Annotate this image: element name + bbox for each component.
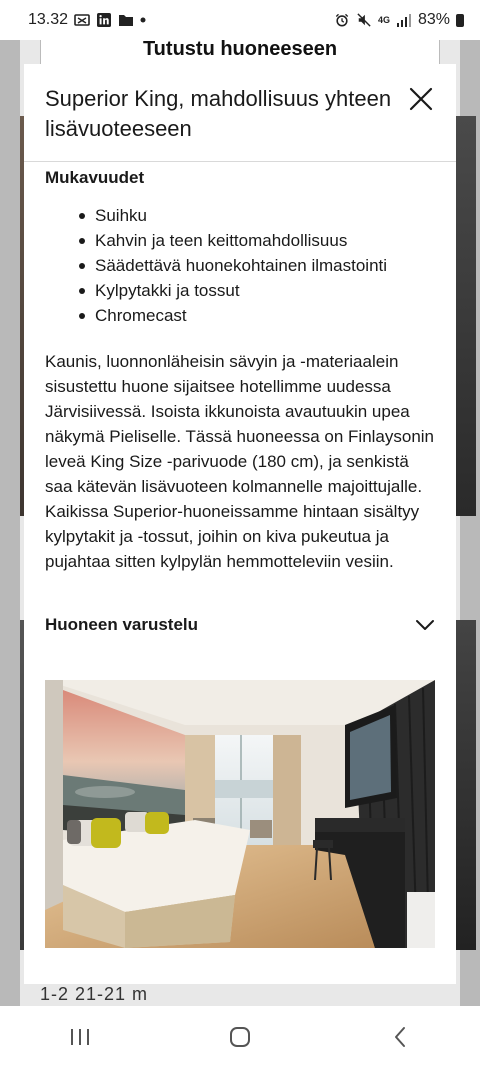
folder-icon	[118, 13, 134, 27]
network-type: 4G	[377, 14, 390, 25]
signal-icon	[396, 13, 412, 27]
mute-icon	[356, 13, 372, 27]
amenity-item: Kylpytakki ja tossut	[79, 278, 435, 303]
back-icon	[393, 1026, 407, 1048]
notification-icon	[74, 13, 90, 27]
room-details-modal	[24, 64, 456, 984]
amenities-list	[45, 203, 435, 328]
recents-button[interactable]	[50, 1017, 110, 1057]
alarm-icon	[334, 13, 350, 27]
room-description: Kaunis, luonnonläheisin sävyin ja -materiaalein sisustettu huone sijaitsee hotellimme uudessa Järvisiivessä. Isoista ikkunoista avautuukin upea näkymä Pieliselle. Tässä huoneessa on Finlaysonin leveä King Size -parivuode (180 cm), ja senkistä saa kätevän lisävuoteen kolmannelle majoittujalle. Kaikissa Superior-huoneissamme hintaan sisältyy kylpytakit ja -tossut, joihin on kiva pukeutua ja pujahtaa sitten kylpylän hemmotteleviin vesiin.	[45, 352, 435, 571]
chevron-down-icon[interactable]	[415, 619, 435, 631]
background-room-info: 1-2 21-21 m	[40, 984, 149, 1004]
modal-title: Superior King, mahdollisuus yhteen lisävuoteeseen	[45, 86, 392, 141]
room-equipment-accordion[interactable]	[45, 612, 435, 638]
amenity-item: Suihku	[79, 203, 435, 228]
modal-header	[24, 64, 456, 162]
background-image-strip-right-2	[456, 620, 476, 950]
room-equipment-label: Huoneen varustelu	[45, 615, 199, 634]
amenity-item: Kahvin ja teen keittomahdollisuus	[79, 228, 435, 253]
battery-percent: 83%	[417, 11, 450, 28]
linkedin-icon	[96, 13, 112, 27]
home-button[interactable]	[210, 1017, 270, 1057]
status-time: 13.32	[28, 11, 69, 28]
background-image-strip-right	[456, 116, 476, 516]
recents-icon	[69, 1027, 91, 1047]
room-photo	[45, 680, 435, 948]
amenity-item: Chromecast	[79, 303, 435, 328]
back-button[interactable]	[370, 1017, 430, 1057]
battery-icon	[456, 14, 464, 27]
close-icon[interactable]	[408, 86, 434, 112]
more-notifications-icon	[140, 17, 146, 23]
modal-body	[24, 167, 456, 948]
background-title: Tutustu huoneeseen	[142, 40, 338, 60]
navigation-bar	[0, 1006, 480, 1067]
amenity-item: Säädettävä huonekohtainen ilmastointi	[79, 253, 435, 278]
status-bar	[0, 0, 480, 40]
amenities-heading: Mukavuudet	[45, 168, 145, 187]
home-icon	[229, 1026, 251, 1048]
